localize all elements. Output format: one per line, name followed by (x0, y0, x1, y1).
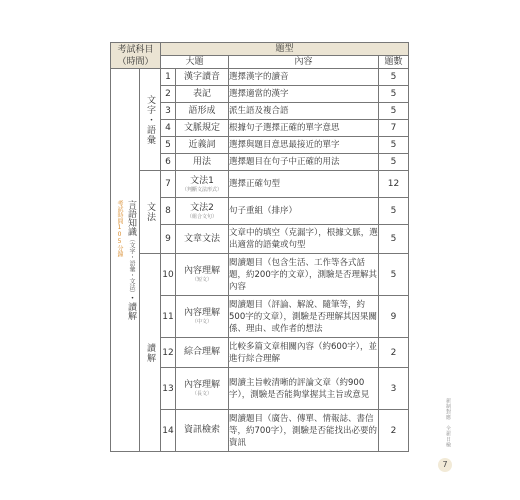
row-major-cell (176, 198, 229, 225)
exam-structure-table (110, 42, 409, 452)
row-count: 3 (379, 368, 409, 410)
row-content: 根據句子選擇正確的單字意思 (229, 120, 379, 137)
row-major: 語形成 (176, 103, 229, 120)
row-major: 文法1 (190, 175, 214, 186)
row-content: 閱讀題目（評論、解說、隨筆等，約500字的文章），測驗是否理解其因果關係、理由、或作者的想法 (229, 296, 379, 338)
row-count: 7 (379, 120, 409, 137)
content-header: 內容 (229, 56, 379, 69)
row-number: 3 (161, 103, 176, 120)
group-vocab-label: 文字・語彙 (145, 94, 155, 145)
row-major-note: （長文） (192, 391, 213, 397)
row-count: 5 (379, 198, 409, 225)
row-count: 5 (379, 154, 409, 171)
row-major: 文章文法 (176, 225, 229, 254)
subject-header-label: 考試科目 (117, 44, 154, 55)
section-label (113, 200, 137, 320)
row-number: 5 (161, 137, 176, 154)
row-content: 選擇題目在句子中正確的用法 (229, 154, 379, 171)
row-major: 近義詞 (176, 137, 229, 154)
row-major-cell (176, 368, 229, 410)
row-content: 文章中的填空（克漏字），根據文脈，選出適當的語彙或句型 (229, 225, 379, 254)
group-reading-label: 讀解 (145, 342, 155, 363)
row-major-cell (176, 171, 229, 198)
section-paren: （文字・語彙・文法） (128, 236, 135, 293)
row-count: 5 (379, 69, 409, 86)
subject-header (111, 43, 161, 69)
row-number: 6 (161, 154, 176, 171)
row-major-note: （組合文句） (187, 213, 218, 220)
row-major: 漢字讀音 (176, 69, 229, 86)
row-count: 5 (379, 225, 409, 254)
group-vocab-cell (140, 69, 161, 171)
row-major: 文脈規定 (176, 120, 229, 137)
section-time-note: 考試時間105分鐘 (116, 200, 123, 257)
section-reading: ・讀解 (126, 293, 136, 320)
row-number: 4 (161, 120, 176, 137)
row-major-note: （短文） (192, 277, 213, 283)
table-row (111, 69, 409, 86)
group-reading-cell (140, 254, 161, 452)
row-number: 14 (161, 410, 176, 452)
row-count: 2 (379, 410, 409, 452)
section-main: 言語知識 (126, 200, 136, 236)
group-grammar-cell (140, 171, 161, 254)
row-count: 2 (379, 338, 409, 368)
side-running-title: 新制對應 全新日檢 (445, 398, 451, 448)
row-major-cell (176, 254, 229, 296)
row-major: 綜合理解 (176, 338, 229, 368)
major-header: 大題 (161, 56, 229, 69)
table-row (111, 171, 409, 198)
row-number: 12 (161, 338, 176, 368)
row-major: 內容理解 (184, 380, 221, 390)
row-count: 5 (379, 86, 409, 103)
row-count: 5 (379, 103, 409, 120)
row-major: 內容理解 (184, 266, 221, 276)
row-content: 句子重組（排序） (229, 198, 379, 225)
row-content: 閱讀主旨較清晰的評論文章（約900字），測驗是否能夠掌握其主旨或意見 (229, 368, 379, 410)
row-content: 選擇與題目意思最接近的單字 (229, 137, 379, 154)
row-major: 內容理解 (184, 308, 221, 318)
row-number: 13 (161, 368, 176, 410)
count-header: 題數 (379, 56, 409, 69)
row-number: 7 (161, 171, 176, 198)
row-major-note: （判斷文法形式） (182, 186, 223, 193)
row-count: 12 (379, 171, 409, 198)
row-content: 選擇漢字的讀音 (229, 69, 379, 86)
row-content: 閱讀題目（廣告、傳單、情報誌、書信等，約700字），測驗是否能找出必要的資訊 (229, 410, 379, 452)
row-number: 10 (161, 254, 176, 296)
row-major: 表記 (176, 86, 229, 103)
row-number: 11 (161, 296, 176, 338)
row-major: 用法 (176, 154, 229, 171)
group-grammar-label: 文法 (145, 202, 155, 222)
row-number: 8 (161, 198, 176, 225)
table-row (111, 254, 409, 296)
row-major: 文法2 (190, 202, 214, 213)
section-cell (111, 69, 140, 452)
row-content: 比較多篇文章相關內容（約600字），並進行綜合理解 (229, 338, 379, 368)
row-count: 9 (379, 296, 409, 338)
question-type-header: 題型 (161, 43, 409, 56)
row-content: 派生語及複合語 (229, 103, 379, 120)
time-header-label: （時間） (117, 56, 154, 67)
page-number: 7 (438, 458, 452, 472)
row-content: 選擇適當的漢字 (229, 86, 379, 103)
row-major-cell (176, 296, 229, 338)
row-content: 閱讀題目（包含生活、工作等各式話題，約200字的文章），測驗是否理解其內容 (229, 254, 379, 296)
row-number: 9 (161, 225, 176, 254)
row-count: 5 (379, 254, 409, 296)
row-number: 1 (161, 69, 176, 86)
row-count: 5 (379, 137, 409, 154)
row-major: 資訊檢索 (176, 410, 229, 452)
row-major-note: （中文） (192, 319, 213, 325)
row-number: 2 (161, 86, 176, 103)
row-content: 選擇正確句型 (229, 171, 379, 198)
